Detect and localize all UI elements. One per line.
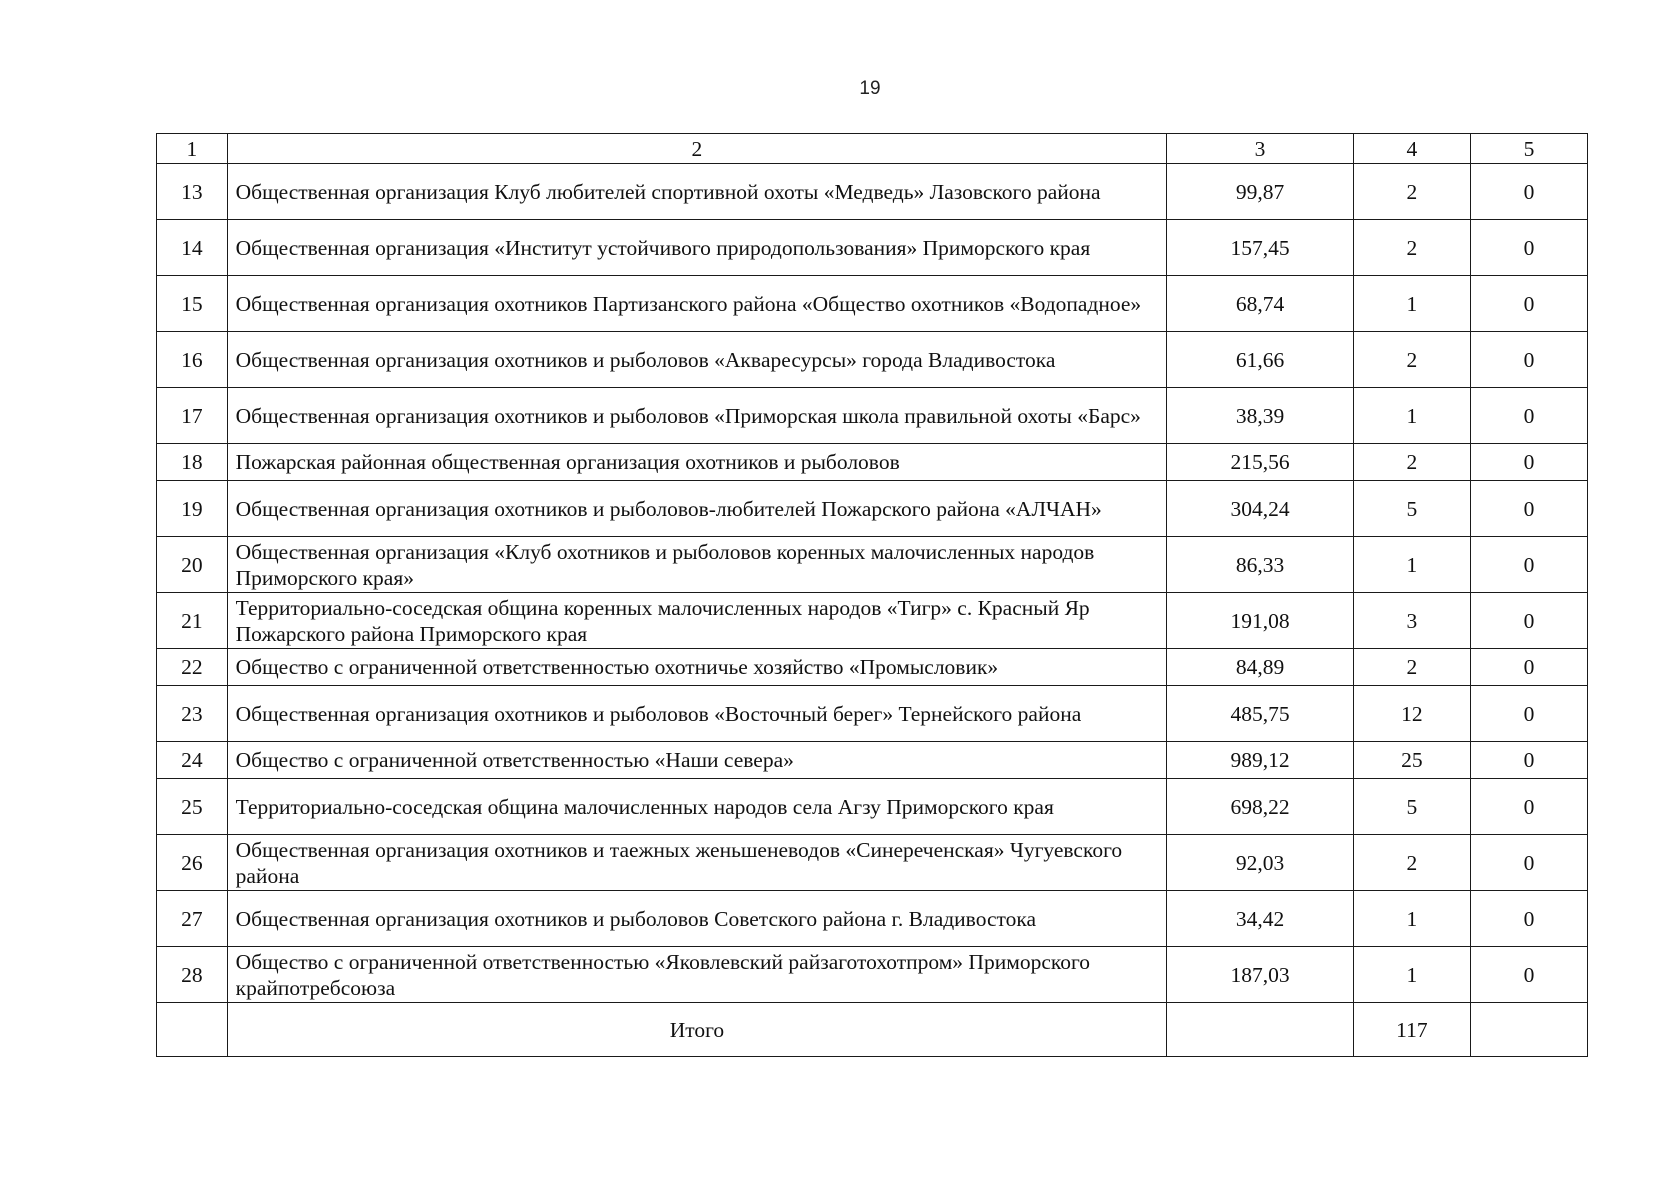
table-row [157,388,1588,444]
total-label-cell: Итого [227,1003,1167,1057]
row-number-cell: 23 [157,686,228,742]
area-cell: 215,56 [1167,444,1354,481]
row-number-cell: 21 [157,593,228,649]
organization-name-cell: Пожарская районная общественная организация охотников и рыболовов [227,444,1167,481]
row-number-cell: 18 [157,444,228,481]
row-number-cell: 20 [157,537,228,593]
table-body [157,134,1588,1057]
column-5-cell: 0 [1470,444,1587,481]
table-row [157,481,1588,537]
column-5-cell: 0 [1470,686,1587,742]
area-cell: 304,24 [1167,481,1354,537]
column-5-cell: 0 [1470,947,1587,1003]
table-row [157,537,1588,593]
organization-name-cell: Общество с ограниченной ответственностью охотничье хозяйство «Промысловик» [227,649,1167,686]
organization-name-cell: Общественная организация охотников и рыболовов-любителей Пожарского района «АЛЧАН» [227,481,1167,537]
column-5-cell: 0 [1470,388,1587,444]
column-4-cell: 2 [1353,220,1470,276]
total-value-cell: 117 [1353,1003,1470,1057]
column-4-cell: 1 [1353,891,1470,947]
column-4-cell: 2 [1353,649,1470,686]
column-header: 5 [1470,134,1587,164]
row-number-cell: 26 [157,835,228,891]
area-cell: 86,33 [1167,537,1354,593]
area-cell: 191,08 [1167,593,1354,649]
area-cell: 34,42 [1167,891,1354,947]
organization-name-cell: Территориально-соседская община малочисленных народов села Агзу Приморского края [227,779,1167,835]
area-cell: 61,66 [1167,332,1354,388]
organization-name-cell: Общество с ограниченной ответственностью «Наши севера» [227,742,1167,779]
column-5-cell: 0 [1470,835,1587,891]
total-row [157,1003,1588,1057]
area-cell: 92,03 [1167,835,1354,891]
column-4-cell: 2 [1353,332,1470,388]
row-number-cell: 27 [157,891,228,947]
table-row [157,686,1588,742]
area-cell: 698,22 [1167,779,1354,835]
column-4-cell: 1 [1353,537,1470,593]
total-empty-cell [1470,1003,1587,1057]
column-4-cell: 5 [1353,779,1470,835]
column-4-cell: 1 [1353,947,1470,1003]
organization-name-cell: Общественная организация охотников и рыболовов «Приморская школа правильной охоты «Барс» [227,388,1167,444]
column-5-cell: 0 [1470,742,1587,779]
column-4-cell: 1 [1353,388,1470,444]
row-number-cell: 15 [157,276,228,332]
column-header: 4 [1353,134,1470,164]
column-5-cell: 0 [1470,537,1587,593]
table-row [157,220,1588,276]
row-number-cell: 28 [157,947,228,1003]
column-5-cell: 0 [1470,593,1587,649]
column-4-cell: 12 [1353,686,1470,742]
column-4-cell: 2 [1353,444,1470,481]
column-4-cell: 25 [1353,742,1470,779]
area-cell: 68,74 [1167,276,1354,332]
organization-name-cell: Общественная организация охотников и таежных женьшеневодов «Синереченская» Чугуевского района [227,835,1167,891]
column-header: 3 [1167,134,1354,164]
column-header: 2 [227,134,1167,164]
organization-name-cell: Общественная организация охотников и рыболовов «Восточный берег» Тернейского района [227,686,1167,742]
area-cell: 485,75 [1167,686,1354,742]
column-5-cell: 0 [1470,779,1587,835]
area-cell: 187,03 [1167,947,1354,1003]
organization-name-cell: Общественная организация охотников и рыболовов «Аквaресурсы» города Владивостока [227,332,1167,388]
organizations-table [156,133,1588,1057]
column-5-cell: 0 [1470,649,1587,686]
table-row [157,891,1588,947]
column-5-cell: 0 [1470,481,1587,537]
organization-name-cell: Территориально-соседская община коренных малочисленных народов «Тигр» с. Красный Яр Пожарского района Приморского края [227,593,1167,649]
organization-name-cell: Общественная организация Клуб любителей спортивной охоты «Медведь» Лазовского района [227,164,1167,220]
column-5-cell: 0 [1470,276,1587,332]
row-number-cell: 13 [157,164,228,220]
total-empty-cell [1167,1003,1354,1057]
column-5-cell: 0 [1470,164,1587,220]
column-5-cell: 0 [1470,220,1587,276]
table-row [157,649,1588,686]
row-number-cell: 14 [157,220,228,276]
column-5-cell: 0 [1470,332,1587,388]
page-number: 19 [859,78,881,99]
row-number-cell: 19 [157,481,228,537]
area-cell: 157,45 [1167,220,1354,276]
row-number-cell: 24 [157,742,228,779]
table-header-row [157,134,1588,164]
area-cell: 99,87 [1167,164,1354,220]
row-number-cell: 25 [157,779,228,835]
table-row [157,779,1588,835]
organization-name-cell: Общественная организация «Клуб охотников и рыболовов коренных малочисленных народов Приморского края» [227,537,1167,593]
table-row [157,276,1588,332]
table-row [157,947,1588,1003]
row-number-cell: 16 [157,332,228,388]
column-header: 1 [157,134,228,164]
table-row [157,593,1588,649]
area-cell: 989,12 [1167,742,1354,779]
area-cell: 84,89 [1167,649,1354,686]
organization-name-cell: Общество с ограниченной ответственностью «Яковлевский райзаготохотпром» Приморского крайпотребсоюза [227,947,1167,1003]
row-number-cell: 17 [157,388,228,444]
table-row [157,835,1588,891]
column-5-cell: 0 [1470,891,1587,947]
column-4-cell: 2 [1353,164,1470,220]
table-row [157,164,1588,220]
column-4-cell: 3 [1353,593,1470,649]
table-row [157,742,1588,779]
organization-name-cell: Общественная организация «Институт устойчивого природопользования» Приморского края [227,220,1167,276]
area-cell: 38,39 [1167,388,1354,444]
column-4-cell: 1 [1353,276,1470,332]
column-4-cell: 2 [1353,835,1470,891]
row-number-cell: 22 [157,649,228,686]
table-row [157,444,1588,481]
column-4-cell: 5 [1353,481,1470,537]
table-row [157,332,1588,388]
organization-name-cell: Общественная организация охотников и рыболовов Советского района г. Владивостока [227,891,1167,947]
organization-name-cell: Общественная организация охотников Партизанского района «Общество охотников «Водопадное» [227,276,1167,332]
total-empty-cell [157,1003,228,1057]
